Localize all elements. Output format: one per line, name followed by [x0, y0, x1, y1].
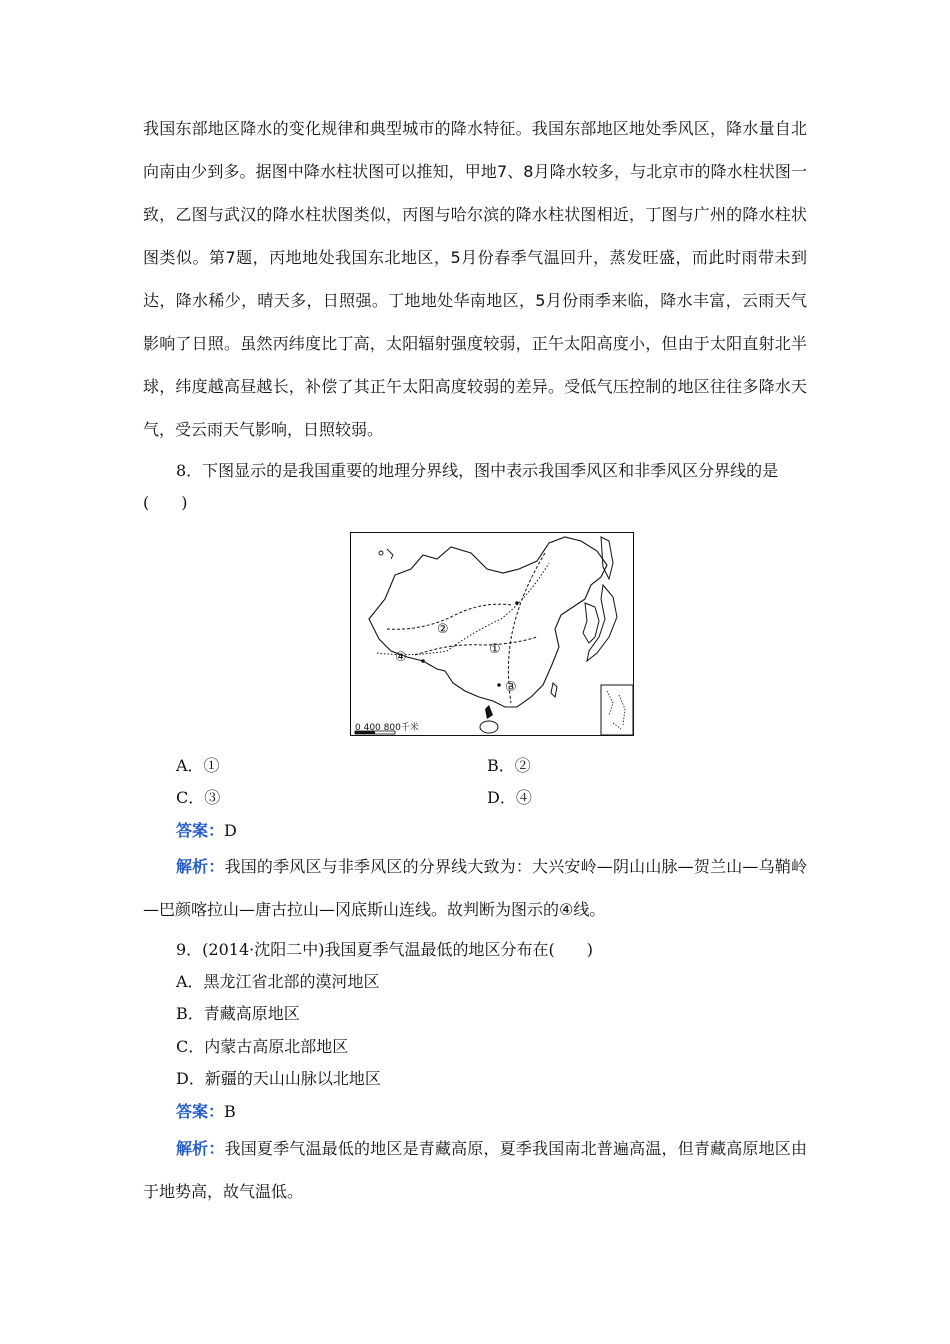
q8-stem: 8．下图显示的是我国重要的地理分界线，图中表示我国季风区和非季风区分界线的是	[176, 461, 779, 480]
boundary-line-2	[387, 604, 511, 629]
china-outline	[369, 537, 607, 707]
analysis-label: 解析：	[176, 1139, 225, 1158]
q8-option-a: A．①	[176, 756, 220, 775]
lake-symbol	[379, 551, 383, 555]
answer-value: D	[224, 821, 237, 840]
top-explanation-paragraph: 我国东部地区降水的变化规律和典型城市的降水特征。我国东部地区地处季风区，降水量自北向南由少到多。据图中降水柱状图可以推知，甲地7、8月降水较多，与北京市的降水柱状图一致，乙图与武汉的降水柱状图类似，丙图与哈尔滨的降水柱状图相近，丁图与广州的降水柱状图类似。第7题，丙地地处我国东北地区，5月份春季气温回升，蒸发旺盛，而此时雨带未到达，降水稀少，晴天多，日照强。丁地地处华南地区，5月份雨季来临，降水丰富，云雨天气影响了日照。虽然丙纬度比丁高，太阳辐射强度较弱，正午太阳高度小，但由于太阳直射北半球，纬度越高昼越长，补偿了其正午太阳高度较弱的差异。受低气压控制的地区往往多降水天气，受云雨天气影响，日照较弱。	[143, 119, 807, 439]
q8-option-c: C．③	[176, 788, 221, 807]
q8-stem-bracket: ( )	[143, 493, 188, 512]
answer-value: B	[224, 1102, 236, 1121]
q8-option-b: B．②	[487, 756, 531, 775]
q9-option-a: A．黑龙江省北部的漠河地区	[176, 972, 380, 991]
taiwan-island	[551, 683, 557, 697]
answer-label: 答案：	[176, 821, 225, 840]
marker-2: ②	[437, 622, 449, 637]
marker-1: ①	[489, 642, 501, 657]
inset-dashes	[607, 691, 625, 729]
q9-answer	[176, 1101, 236, 1123]
q9-stem: 9．(2014·沈阳二中)我国夏季气温最低的地区分布在( )	[176, 940, 593, 959]
hainan-island	[480, 721, 498, 733]
city-dot	[515, 601, 519, 605]
leizhou-peninsula	[485, 705, 493, 719]
q9-option-b: B．青藏高原地区	[176, 1004, 300, 1023]
south-china-sea-inset	[601, 685, 633, 735]
marker-4: ④	[395, 650, 407, 665]
boundary-line-4	[377, 563, 549, 655]
korean-peninsula	[583, 603, 599, 643]
q8-option-d: D．④	[487, 788, 532, 807]
q8-analysis	[143, 845, 807, 931]
boundary-line-1	[415, 637, 537, 655]
q8-answer	[176, 820, 237, 842]
city-dot	[497, 683, 501, 687]
answer-label: 答案：	[176, 1102, 225, 1121]
q9-option-d: D．新疆的天山山脉以北地区	[176, 1069, 381, 1088]
analysis-text: 我国夏季气温最低的地区是青藏高原，夏季我国南北普遍高温，但青藏高原地区由于地势高，故气温低。	[143, 1139, 807, 1201]
q9-analysis	[143, 1127, 807, 1213]
city-dot	[421, 659, 425, 663]
japan-islands	[587, 585, 617, 661]
analysis-label: 解析：	[176, 857, 225, 876]
china-boundaries-map	[350, 532, 634, 736]
marker-3: ③	[505, 680, 517, 695]
q9-option-c: C．内蒙古高原北部地区	[176, 1037, 349, 1056]
map-drawing	[351, 533, 634, 736]
analysis-text: 我国的季风区与非季风区的分界线大致为：大兴安岭—阴山山脉—贺兰山—乌鞘岭—巴颜喀拉山—唐古拉山—冈底斯山连线。故判断为图示的④线。	[143, 857, 807, 919]
lake-symbol	[387, 549, 393, 559]
scale-label: 0 400 800千米	[355, 723, 419, 733]
